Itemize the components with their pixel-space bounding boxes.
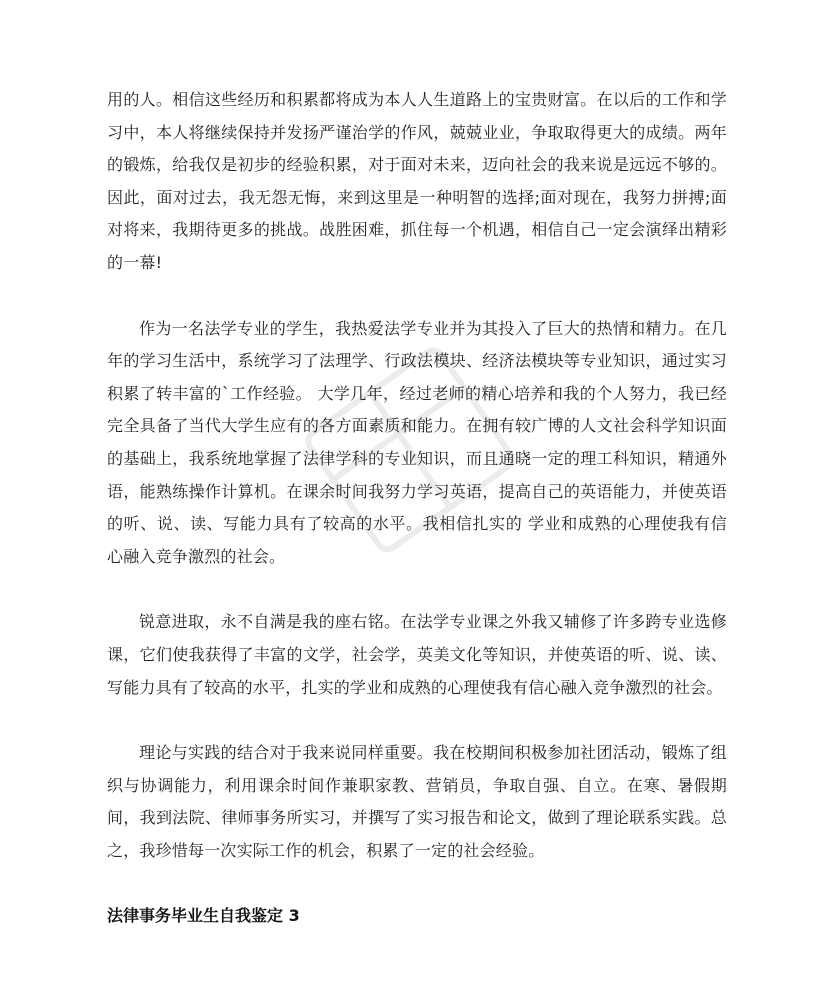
paragraph-spacer	[107, 704, 727, 737]
paragraph-2: 作为一名法学专业的学生，我热爱法学专业并为其投入了巨大的热情和精力。在几年的学习生活中，系统学习了法理学、行政法模块、经济法模块等专业知识，通过实习积累了转丰富的`工作经验。 大学几年，经过老师的精心培养和我的个人努力，我已经完全具备了当代大学生应有的各方面素质和能力。在拥有较广博的人文社会科学知识面的基础上，我系统地掌握了法律学科的专业知识，而且通晓一定的理工科知识，精通外语，能熟练操作计算机。在课余时间我努力学习英语，提高自己的英语能力，并使英语的听、说、读、写能力具有了较高的水平。我相信扎实的 学业和成熟的心理使我有信心融入竞争激烈的社会。	[107, 318, 727, 566]
paragraph-spacer	[107, 573, 727, 606]
paragraph-spacer	[107, 867, 727, 900]
paragraph-3: 锐意进取，永不自满是我的座右铭。在法学专业课之外我又辅修了许多跨专业选修课，它们使我获得了丰富的文学，社会学，英美文化等知识，并使英语的听、说、读、写能力具有了较高的水平，扎实的学业和成熟的心理使我有信心融入竞争激烈的社会。	[107, 612, 727, 697]
paragraph-4: 理论与实践的结合对于我来说同样重要。我在校期间积极参加社团活动，锻炼了组织与协调能力，利用课余时间作兼职家教、营销员，争取自强、自立。在寒、暑假期间，我到法院、律师事务所实习，并撰写了实习报告和论文，做到了理论联系实践。总之，我珍惜每一次实际工作的机会，积累了一定的社会经验。	[107, 743, 727, 860]
section-heading: 法律事务毕业生自我鉴定 3	[107, 906, 300, 926]
paragraph-spacer	[107, 280, 727, 313]
paragraph-1: 用的人。相信这些经历和积累都将成为本人人生道路上的宝贵财富。在以后的工作和学习中，本人将继续保持并发扬严谨治学的作风，兢兢业业，争取取得更大的成绩。两年的锻炼，给我仅是初步的经验积累，对于面对未来，迈向社会的我来说是远远不够的。因此，面对过去，我无怨无悔，来到这里是一种明智的选择;面对现在，我努力拼搏;面对将来，我期待更多的挑战。战胜困难，抓住每一个机遇，相信自己一定会演绎出精彩的一幕!	[107, 90, 727, 272]
document-body	[107, 84, 727, 932]
